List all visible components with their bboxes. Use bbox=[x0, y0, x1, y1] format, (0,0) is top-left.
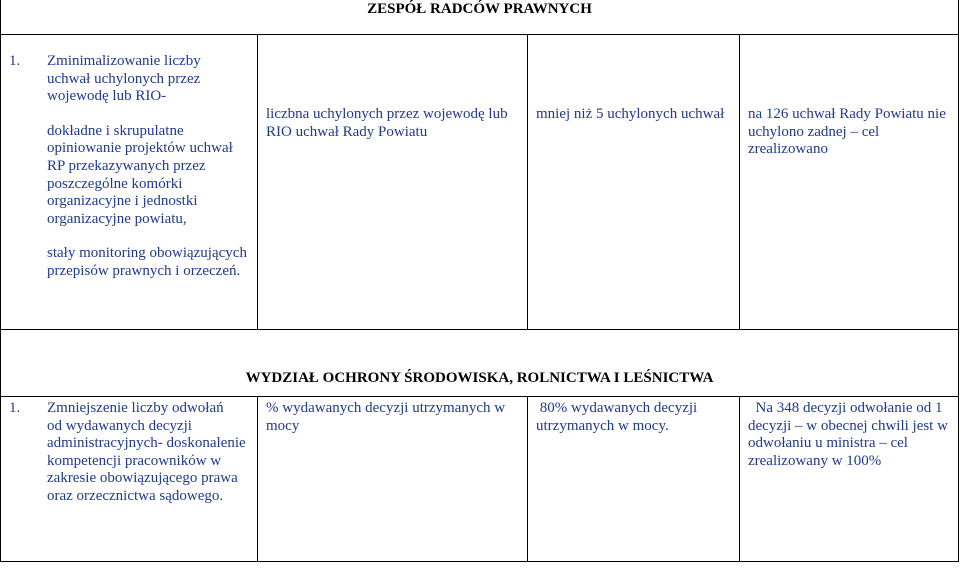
goal-lead-text: Zminimalizowanie liczby bbox=[47, 53, 201, 69]
goal-cell bbox=[1, 35, 258, 330]
target-text: mniej niż 5 uchylonych uchwał bbox=[536, 106, 725, 122]
goal-text-2: od wydawanych decyzji administracyjnych- doskonalenie kompetencji pracowników w zakresie obowiązującego prawa oraz orzecznictwa sądowego. bbox=[47, 417, 246, 504]
table-row bbox=[1, 397, 959, 562]
result-cell-2 bbox=[740, 397, 959, 562]
goal-lead-text-2: Zmniejszenie liczby odwołań bbox=[47, 400, 224, 416]
result-text-2: Na 348 decyzji odwołanie od 1 decyzji – w obecnej chwili jest w odwołaniu u ministra – cel zrealizowany w 100% bbox=[748, 400, 952, 469]
indicator-text-2: % wydawanych decyzji utrzymanych w mocy bbox=[266, 400, 506, 434]
indicator-cell bbox=[258, 35, 528, 330]
indicator-text: liczbna uchylonych przez wojewodę lub RIO uchwał Rady Powiatu bbox=[266, 106, 508, 140]
indicator-cell-2 bbox=[258, 397, 528, 562]
target-text-2: 80% wydawanych decyzji utrzymanych w mocy. bbox=[536, 400, 701, 434]
result-cell bbox=[740, 35, 959, 330]
task-text: dokładne i skrupulatne opiniowanie projektów uchwał RP przekazywanych przez poszczególne komórki organizacyjne i jednostki organizacyjne powiatu, bbox=[47, 122, 233, 227]
table-row bbox=[1, 35, 959, 330]
section-title-wydzial-ochrony bbox=[1, 330, 959, 397]
section-header-row bbox=[1, 0, 959, 35]
section-title-text-2: WYDZIAŁ OCHRONY ŚRODOWISKA, ROLNICTWA I LEŚNICTWA bbox=[245, 370, 714, 387]
row-number-2: 1. bbox=[9, 400, 21, 416]
task-paragraph bbox=[9, 123, 251, 229]
goal-paragraph-2 bbox=[9, 400, 251, 506]
row-number: 1. bbox=[9, 53, 21, 69]
task-paragraph-2 bbox=[9, 245, 251, 280]
goal-cell-2 bbox=[1, 397, 258, 562]
section-title-text: ZESPÓŁ RADCÓW PRAWNYCH bbox=[367, 1, 592, 17]
target-cell bbox=[528, 35, 740, 330]
task-text-2: stały monitoring obowiązujących przepisów prawnych i orzeczeń. bbox=[47, 245, 247, 279]
target-cell-2 bbox=[528, 397, 740, 562]
section-title-zespol-radcow bbox=[1, 0, 959, 35]
result-text: na 126 uchwał Rady Powiatu nie uchylono zadnej – cel zrealizowano bbox=[748, 106, 946, 158]
goal-paragraph bbox=[9, 53, 251, 106]
goal-text: uchwał uchylonych przez wojewodę lub RIO- bbox=[47, 70, 201, 105]
section-header-row-2 bbox=[1, 330, 959, 397]
